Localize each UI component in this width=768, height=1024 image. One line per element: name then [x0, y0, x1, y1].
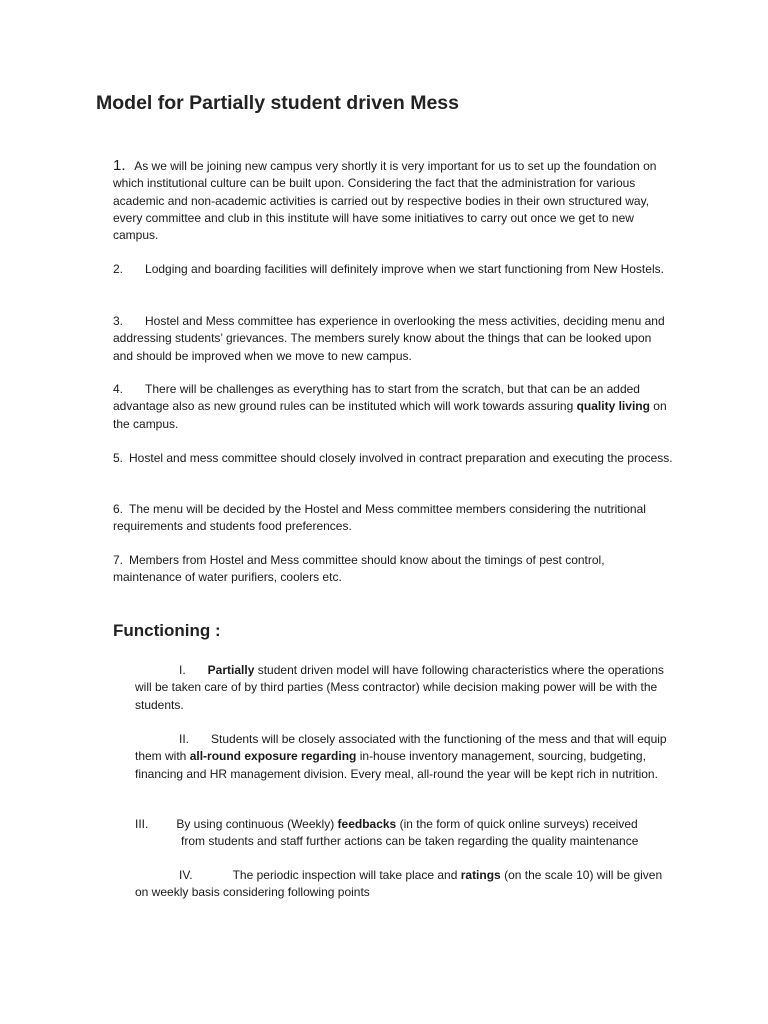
paragraph-number: 1.: [113, 157, 126, 174]
document-title: Model for Partially student driven Mess: [96, 92, 459, 114]
paragraph-text-end: on the campus.: [113, 399, 667, 431]
functioning-item-1: [135, 662, 673, 714]
paragraph-text: The menu will be decided by the Hostel and Mess committee members considering the nutritional requirements and students food preferences.: [113, 502, 646, 534]
item-text-line2: from students and staff further actions can be taken regarding the quality maintenance: [181, 834, 639, 849]
item-number: III.: [135, 817, 149, 831]
functioning-item-2: [135, 731, 673, 783]
functioning-item-3: [135, 816, 673, 851]
item-bold-text: ratings: [460, 868, 501, 882]
paragraph-text: There will be challenges as everything has to start from the scratch, but that can be an added advantage also as new ground rules can be instituted which will work towards assuring: [113, 382, 640, 414]
item-bold-text: feedbacks: [337, 817, 397, 831]
paragraph-2: [113, 261, 673, 278]
functioning-item-4: [135, 867, 673, 902]
item-text: student driven model will have following characteristics where the operations will be taken care of by third parties (Mess contractor) while decision making power will be with the students.: [135, 663, 664, 712]
item-number: I.: [179, 663, 186, 677]
paragraph-text: As we will be joining new campus very shortly it is very important for us to set up the foundation on which institutional culture can be built upon. Considering the fact that the administration for various academic and non-academic activities is carried out by respective bodies in their own structured way, every committee and club in this institute will have some initiatives to carry out once we get to new campus.: [113, 159, 657, 243]
paragraph-number: 7.: [113, 553, 124, 567]
paragraph-number: 6.: [113, 502, 124, 516]
item-number: IV.: [179, 868, 193, 882]
paragraph-number: 2.: [113, 262, 124, 276]
paragraph-text: Hostel and mess committee should closely involved in contract preparation and executing the process.: [129, 451, 673, 465]
paragraph-number: 3.: [113, 314, 124, 328]
item-text: By using continuous (Weekly): [176, 817, 338, 831]
item-text: The periodic inspection will take place and: [232, 868, 461, 882]
item-text-end: (on the scale 10) will be given on weekly basis considering following points: [135, 868, 663, 900]
paragraph-text: Lodging and boarding facilities will definitely improve when we start functioning from New Hostels.: [145, 262, 664, 276]
paragraph-bold-text: quality living: [576, 399, 650, 414]
paragraph-3: [113, 313, 673, 365]
paragraph-number: 4.: [113, 382, 124, 396]
paragraph-number: 5.: [113, 451, 124, 465]
paragraph-text: Members from Hostel and Mess committee should know about the timings of pest control, maintenance of water purifiers, coolers etc.: [113, 553, 605, 585]
item-bold-text: Partially: [207, 663, 255, 677]
paragraph-text: Hostel and Mess committee has experience in overlooking the mess activities, deciding menu and addressing students’ grievances. The members surely know about the things that can be looked upon and should be improved when we move to new campus.: [113, 314, 665, 363]
item-text-end: (in the form of quick online surveys) received: [396, 817, 638, 831]
item-number: II.: [179, 732, 190, 746]
item-text: Students will be closely associated with the functioning of the mess and that will equip them with: [135, 732, 667, 764]
paragraph-4: [113, 381, 673, 433]
item-text-end: in-house inventory management, sourcing, budgeting, financing and HR management division. Every meal, all-round the year will be kept rich in nutrition.: [135, 749, 658, 781]
paragraph-6: [113, 501, 673, 536]
functioning-heading: Functioning :: [113, 621, 221, 640]
paragraph-1: [113, 157, 673, 244]
item-bold-text: all-round exposure regarding: [189, 749, 357, 764]
paragraph-5: [113, 450, 673, 467]
paragraph-7: [113, 552, 673, 587]
